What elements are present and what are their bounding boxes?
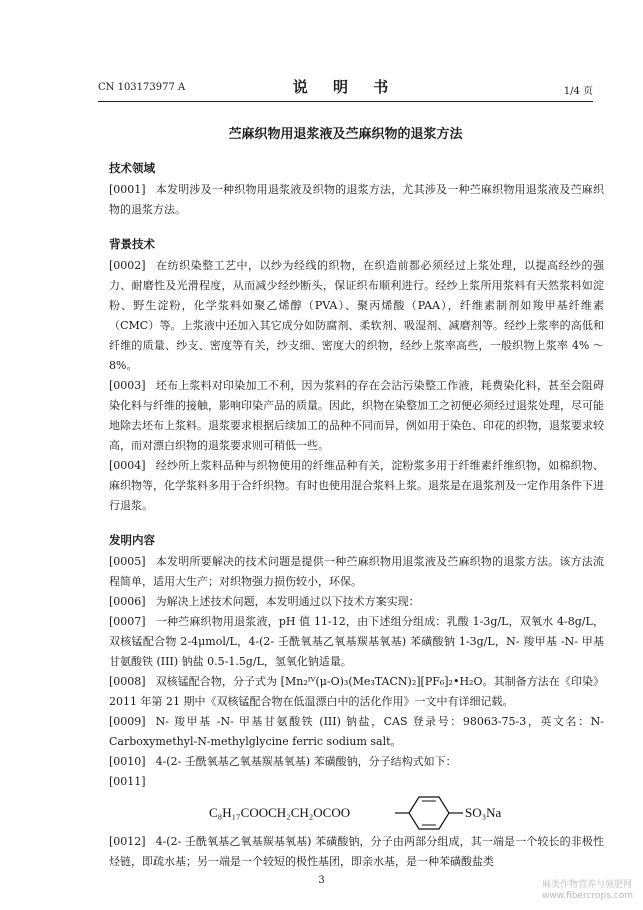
paragraph-0006 [109,592,604,612]
paragraph-0001 [109,180,604,220]
watermark-site-name: 麻类作物营养与施肥网 [542,880,633,890]
paragraph-number: [0003] [109,379,146,392]
section-heading-background: 背景技术 [109,237,155,251]
paragraph-0011 [109,772,604,792]
paragraph-text: 为解决上述技术问题，本发明通过以下技术方案实现： [155,595,420,608]
paragraph-number: [0009] [109,715,146,728]
paragraph-number: [0004] [109,459,146,472]
paragraph-0007 [109,612,604,672]
watermark [542,880,633,902]
paragraph-0005 [109,552,604,592]
paragraph-number: [0006] [109,595,146,608]
page-info: 1/4 页 [563,86,593,97]
paragraph-0002 [109,256,604,376]
paragraph-0010 [109,752,604,772]
paragraph-0008 [109,672,604,712]
paragraph-number: [0010] [109,755,146,768]
paragraph-number: [0001] [109,183,146,196]
section-heading-invention: 发明内容 [109,533,155,547]
header-rule [98,101,593,102]
paragraph-0004 [109,456,604,516]
watermark-url: www.fibercrops.com [542,891,633,901]
patent-number: CN 103173977 A [98,82,186,93]
formula-sulfonate-label: SO₃Na [465,805,502,820]
benzene-ring-icon [409,797,449,829]
paragraph-0009 [109,712,604,752]
paragraph-text: 一种苎麻织物用退浆液，pH 值 11-12，由下述组分组成：乳酸 1-3g/L，双氧水 4-8g/L，双核锰配合物 2-4μmol/L，4-(2- 壬酰氧基乙氧基羰基氧基) 苯磺酸钠 1-3g/L，N- 羧甲基 -N- 甲基甘氨酸铁 (III) 钠盐 0.5-1.5g/L，氢氧化钠适量。 [109,615,604,668]
paragraph-text: 本发明涉及一种织物用退浆液及织物的退浆方法，尤其涉及一种苎麻织物用退浆液及苎麻织物的退浆方法。 [109,183,604,216]
paragraph-number: [0005] [109,555,146,568]
paragraph-text: 坯布上浆料对印染加工不利，因为浆料的存在会沾污染整工作液，耗费染化料，甚至会阻碍染化料与纤维的接触，影响印染产品的质量。因此，织物在染整加工之初便必须经过退浆处理，尽可能地除去坯布上浆料。退浆要求根据后续加工的品种不同而异，例如用于染色、印花的织物，退浆要求较高，而对漂白织物的退浆要求则可稍低一些。 [109,379,604,452]
paragraph-0003 [109,376,604,456]
chemical-structure [109,792,604,832]
section-heading-tech-field: 技术领域 [109,161,155,175]
paragraph-text: 在纺织染整工艺中，以纱为经线的织物，在织造前都必须经过上浆处理，以提高经纱的强力、耐磨性及光滑程度，从而减少经纱断头，保证织布顺利进行。经纱上浆所用浆料有天然浆料如淀粉、野生淀粉，化学浆料如聚乙烯醇（PVA）、聚丙烯酸（PAA），纤维素制剂如羧甲基纤维素（CMC）等。上浆液中还加入其它成分如防腐剂、柔软剂、吸湿剂、减磨剂等。经纱上浆率的高低和纤维的质量、纱支、密度等有关，纱支细、密度大的织物，经纱上浆率高些，一般织物上浆率 4% ～ 8%。 [109,259,604,372]
paragraph-text: 本发明所要解决的技术问题是提供一种苎麻织物用退浆液及苎麻织物的退浆方法。该方法流程简单，适用大生产；对织物强力损伤较小，环保。 [109,555,604,588]
paragraph-text: 双核锰配合物，分子式为 [Mn₂ᴵⱽ(μ-O)₃(Me₃TACN)₂][PF₆]₂•H₂O。其制备方法在《印染》2011 年第 21 期中《双核锰配合物在低温漂白中的活化作用》一文中有详细记载。 [109,675,604,708]
document-type: 说 明 书 [292,78,399,96]
paragraph-number: [0012] [109,835,146,848]
paragraph-text: 经纱所上浆料品种与织物使用的纤维品种有关，淀粉浆多用于纤维素纤维织物，如棉织物、麻织物等，化学浆料多用于合纤织物。有时也使用混合浆料上浆。退浆是在退浆剂及一定作用条件下进行退浆。 [109,459,604,512]
paragraph-text: N- 羧甲基 -N- 甲基甘氨酸铁 (III) 钠盐，CAS 登录号：98063-75-3，英文名：N-Carboxymethyl-N-methylglycine ferric sodium salt。 [109,715,604,748]
document-title: 苎麻织物用退浆液及苎麻织物的退浆方法 [228,127,463,142]
paragraph-number: [0007] [109,615,146,628]
structure-diagram [209,794,529,830]
paragraph-text: 4-(2- 壬酰氧基乙氧基羰基氧基) 苯磺酸钠，分子由两部分组成，其一端是一个较长的非极性烃链，即疏水基；另一端是一个较短的极性基团，即亲水基，是一种苯磺酸盐类 [109,835,604,868]
page-number: 3 [318,875,325,886]
formula-chain-label: C₈H₁₇COOCH₂CH₂OCOO [209,805,351,820]
paragraph-0012 [109,832,604,872]
document-body [109,158,604,872]
paragraph-number: [0011] [109,775,146,788]
paragraph-text: 4-(2- 壬酰氧基乙氧基羰基氧基) 苯磺酸钠，分子结构式如下： [155,755,457,768]
paragraph-number: [0008] [109,675,146,688]
page-header [98,76,593,98]
paragraph-number: [0002] [109,259,146,272]
